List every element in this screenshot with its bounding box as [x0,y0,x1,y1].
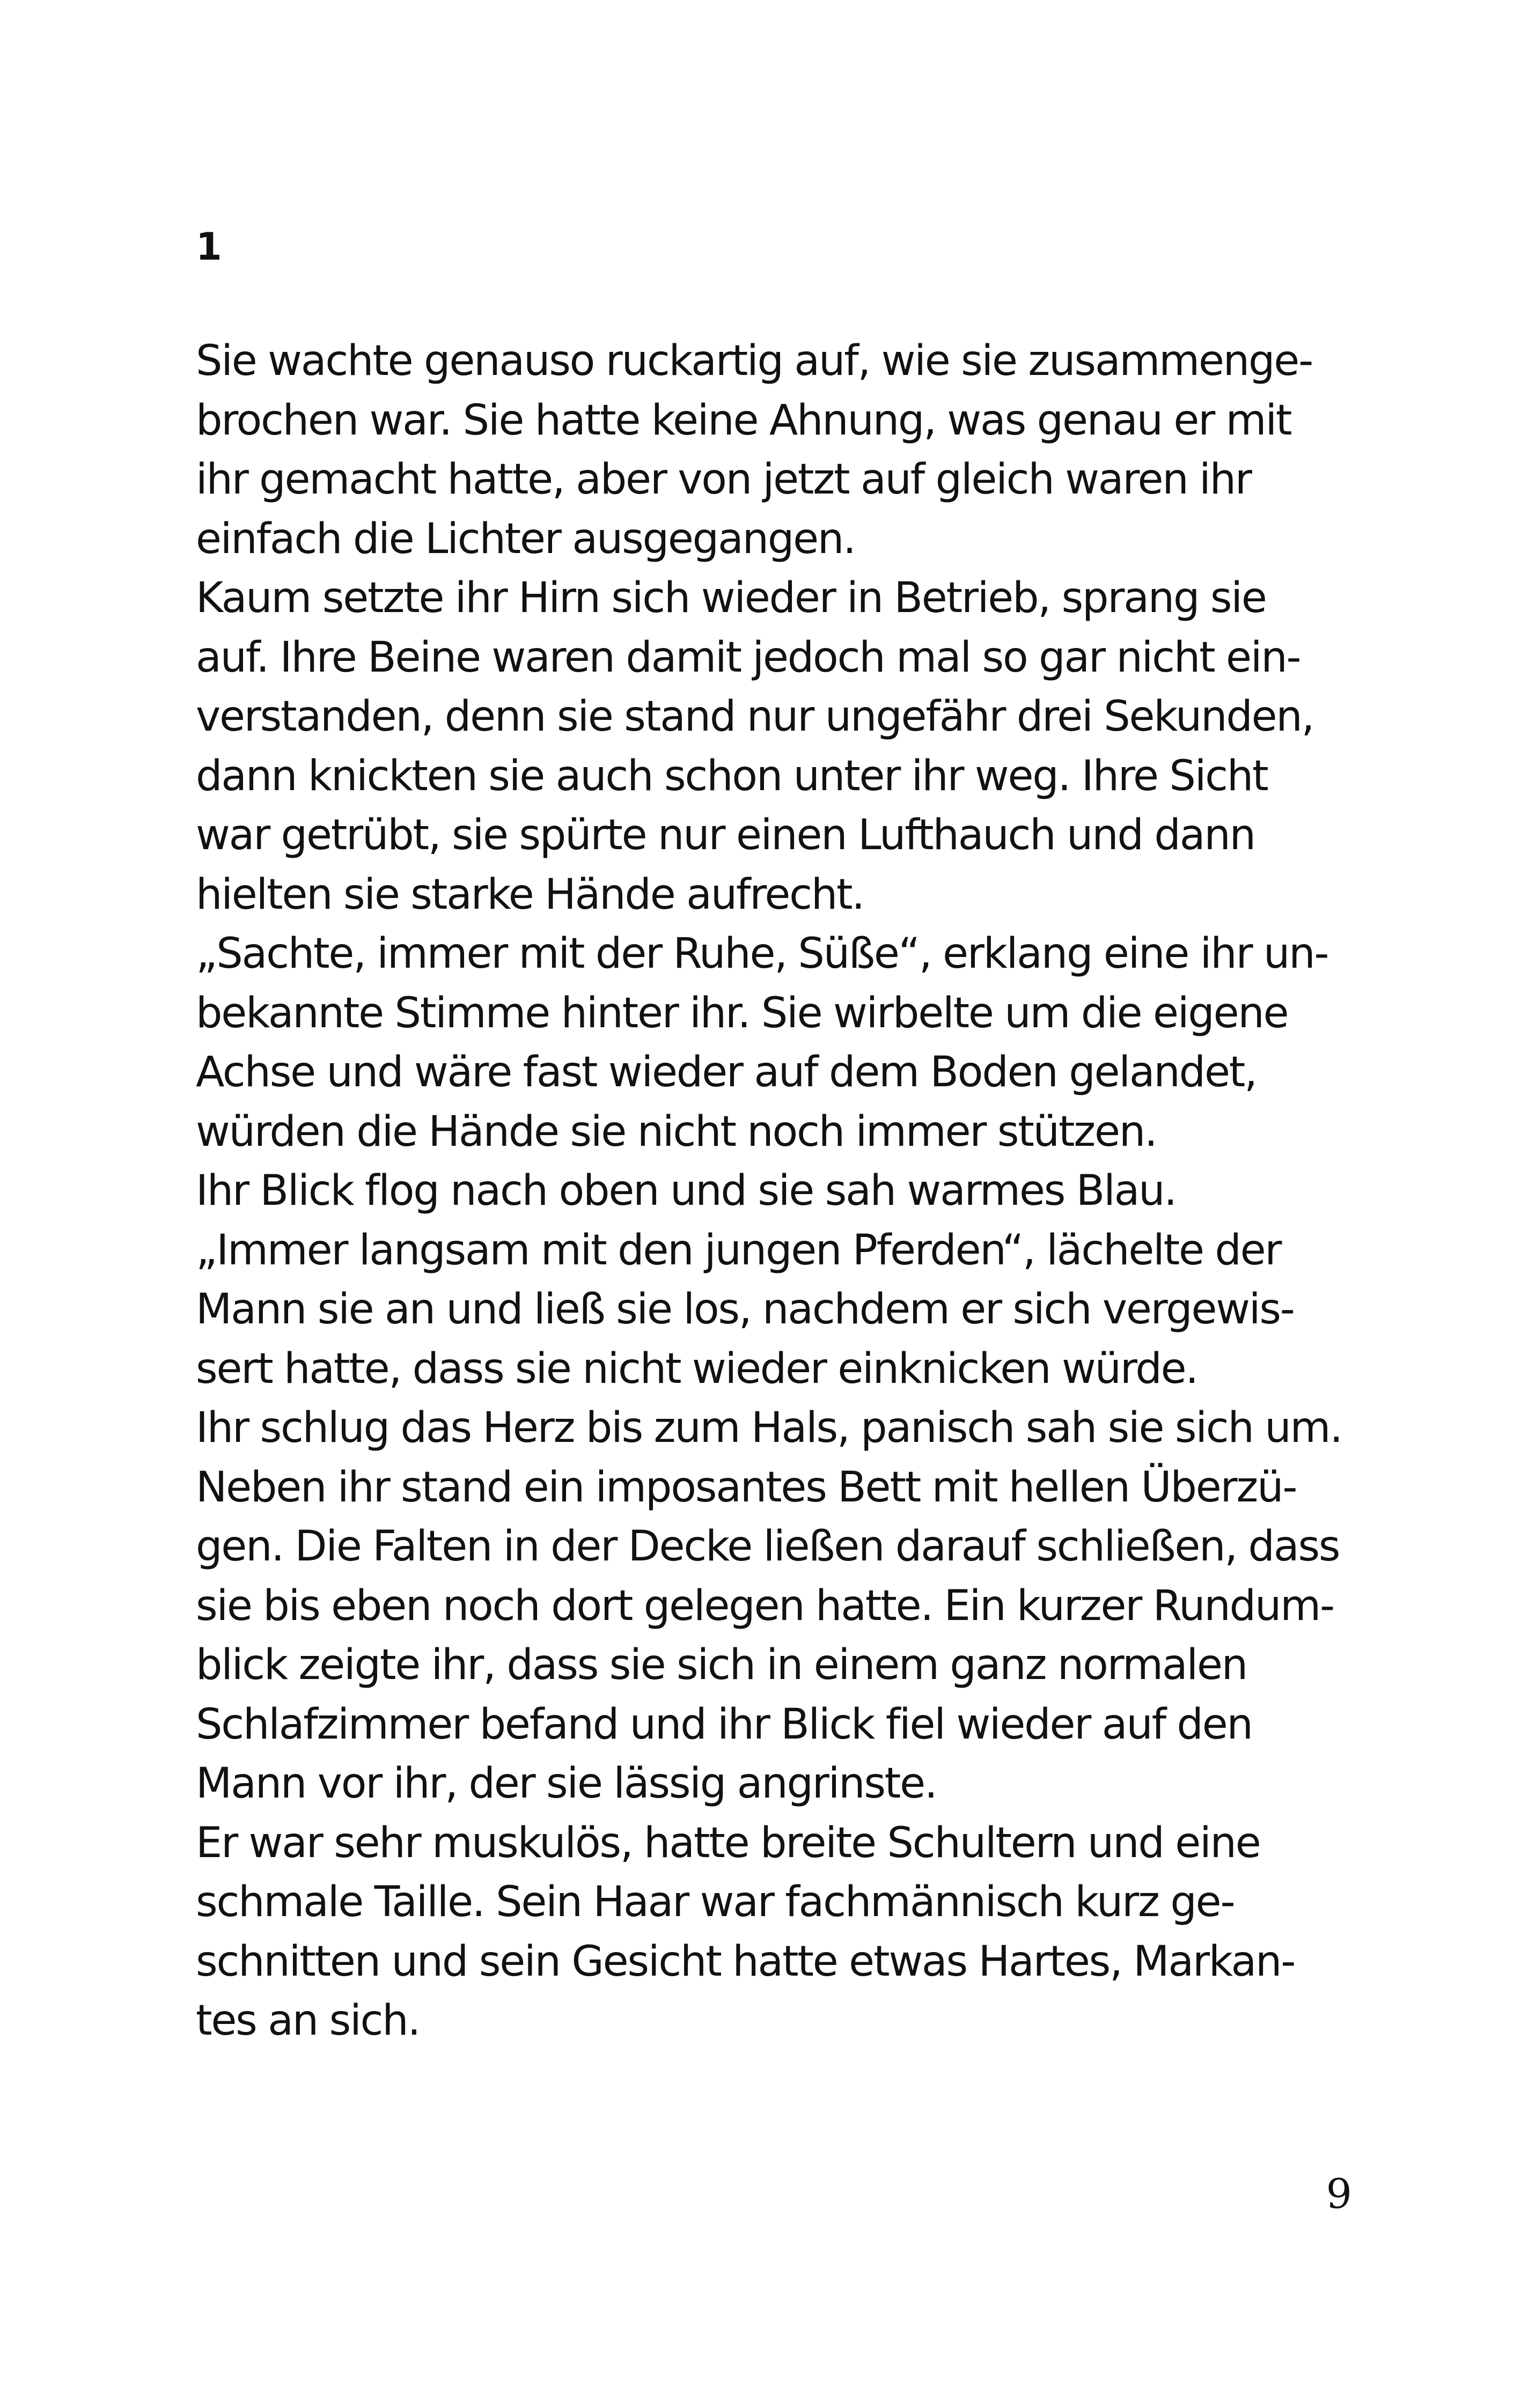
text-line: hielten sie starke Hände aufrecht. [196,870,864,919]
text-line: gen. Die Falten in der Decke ließen darauf schließen, dass [196,1522,1340,1571]
text-line: war getrübt, sie spürte nur einen Lufthauch und dann [196,811,1255,859]
text-line: Sie wachte genauso ruckartig auf, wie sie zusammenge- [196,337,1313,385]
text-line: bekannte Stimme hinter ihr. Sie wirbelte um die eigene [196,989,1288,1037]
text-line: tes an sich. [196,1997,420,2045]
text-line: sie bis eben noch dort gelegen hatte. Ein kurzer Rundum- [196,1581,1334,1630]
text-line: auf. Ihre Beine waren damit jedoch mal so gar nicht ein- [196,633,1300,682]
text-line: Neben ihr stand ein imposantes Bett mit hellen Überzü- [196,1463,1297,1512]
chapter-number: 1 [196,225,222,269]
text-line: Ihr Blick flog nach oben und sie sah warmes Blau. [196,1167,1176,1215]
text-line: dann knickten sie auch schon unter ihr weg. Ihre Sicht [196,752,1268,800]
text-line: Mann sie an und ließ sie los, nachdem er sich vergewis- [196,1285,1294,1334]
text-line: würden die Hände sie nicht noch immer stützen. [196,1107,1157,1156]
text-line: Ihr schlug das Herz bis zum Hals, panisch sah sie sich um. [196,1404,1342,1452]
text-line: Kaum setzte ihr Hirn sich wieder in Betrieb, sprang sie [196,574,1266,622]
text-line: „Immer langsam mit den jungen Pferden“, lächelte der [196,1226,1281,1275]
text-line: blick zeigte ihr, dass sie sich in einem ganz normalen [196,1641,1247,1689]
text-line: sert hatte, dass sie nicht wieder einknicken würde. [196,1344,1198,1393]
text-line: brochen war. Sie hatte keine Ahnung, was genau er mit [196,396,1291,445]
text-line: „Sachte, immer mit der Ruhe, Süße“, erklang eine ihr un- [196,930,1328,978]
text-line: Achse und wäre fast wieder auf dem Boden gelandet, [196,1048,1257,1096]
text-line: schmale Taille. Sein Haar war fachmännisch kurz ge- [196,1878,1235,1926]
text-line: schnitten und sein Gesicht hatte etwas Hartes, Markan- [196,1937,1295,1986]
page-number: 9 [1326,2170,1352,2218]
body-text [196,332,1355,2051]
text-line: Er war sehr muskulös, hatte breite Schultern und eine [196,1818,1260,1867]
text-line: verstanden, denn sie stand nur ungefähr drei Sekunden, [196,693,1314,741]
text-line: Schlafzimmer befand und ihr Blick fiel wieder auf den [196,1700,1252,1749]
text-line: ihr gemacht hatte, aber von jetzt auf gleich waren ihr [196,455,1251,504]
text-line: einfach die Lichter ausgegangen. [196,514,855,563]
text-line: Mann vor ihr, der sie lässig angrinste. [196,1759,937,1808]
